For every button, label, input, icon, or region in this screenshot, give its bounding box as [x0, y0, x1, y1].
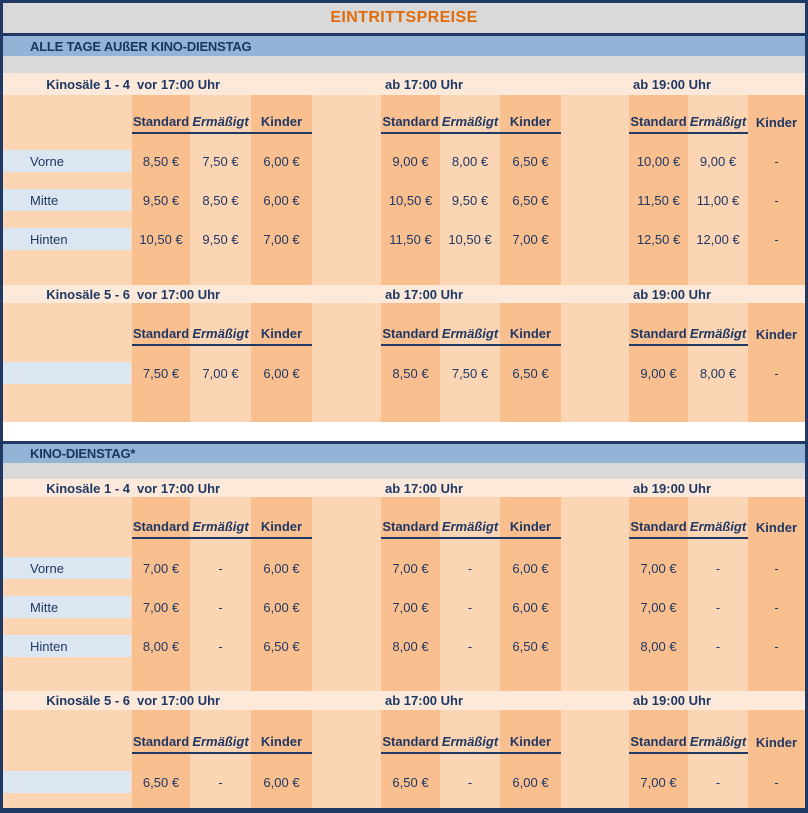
price-cell: - [218, 774, 223, 790]
time-header: ab 19:00 Uhr [633, 693, 712, 708]
column-header: Standard [381, 323, 440, 346]
price-cell: 10,50 € [139, 231, 183, 247]
column-header: Standard [629, 323, 688, 346]
price-cell: - [467, 599, 473, 615]
price-cell: 9,00 € [640, 365, 677, 381]
price-cell: - [774, 638, 779, 654]
spacer-row [3, 463, 805, 479]
column-header: Ermäßigt [440, 516, 500, 539]
price-cell: 7,00 € [142, 560, 180, 576]
price-cell: 7,00 € [392, 599, 429, 615]
row-label: Vorne [3, 557, 131, 579]
price-cell: - [467, 560, 473, 576]
column-header: Ermäßigt [440, 323, 500, 346]
column-header: Standard [629, 731, 688, 754]
price-cell: - [774, 231, 779, 247]
column-header: Kinder [755, 735, 798, 750]
price-cell: 8,00 € [640, 638, 677, 654]
price-cell: 7,00 € [512, 231, 549, 247]
time-header: vor 17:00 Uhr [137, 480, 221, 496]
column-header: Ermäßigt [688, 111, 748, 134]
row-label [3, 771, 131, 793]
price-cell: 9,50 € [202, 231, 239, 247]
spacer-row [3, 56, 805, 73]
column-header: Ermäßigt [440, 731, 500, 754]
time-header: ab 17:00 Uhr [385, 693, 464, 708]
column-header: Kinder [251, 731, 312, 754]
price-cell: - [218, 599, 223, 615]
section-header: KINO-DIENSTAG* [3, 444, 805, 463]
price-cell: 6,00 € [263, 192, 300, 208]
price-cell: 6,50 € [263, 638, 300, 654]
price-cell: 6,00 € [512, 774, 549, 790]
price-cell: 6,50 € [512, 153, 549, 169]
price-cell: 10,50 € [448, 231, 492, 247]
section-gap [3, 422, 805, 441]
time-header: ab 19:00 Uhr [633, 286, 712, 302]
hall-label: Kinosäle 5 - 6 [46, 693, 130, 708]
price-cell: - [715, 560, 721, 576]
time-header: ab 19:00 Uhr [633, 76, 712, 92]
time-header: vor 17:00 Uhr [137, 693, 221, 708]
price-cell: 11,50 € [637, 192, 680, 208]
column-header: Kinder [251, 111, 312, 134]
column-header: Ermäßigt [688, 323, 748, 346]
price-cell: 8,00 € [392, 638, 429, 654]
section-header: ALLE TAGE AUßER KINO-DIENSTAG [3, 36, 805, 56]
column-header: Kinder [251, 323, 312, 346]
price-cell: 7,00 € [640, 560, 677, 576]
column-header: Kinder [755, 115, 798, 130]
column-header: Kinder [500, 323, 561, 346]
price-cell: - [715, 638, 721, 654]
price-cell: 6,00 € [512, 560, 549, 576]
price-cell: - [715, 774, 721, 790]
price-grid-background [3, 710, 805, 808]
price-cell: 6,00 € [512, 599, 549, 615]
hall-label: Kinosäle 5 - 6 [46, 286, 130, 302]
column-header: Standard [381, 731, 440, 754]
price-cell: 10,00 € [636, 153, 681, 169]
column-header: Kinder [251, 516, 312, 539]
row-label: Mitte [3, 189, 131, 211]
price-cell: 7,00 € [392, 560, 429, 576]
time-header: ab 19:00 Uhr [633, 480, 712, 496]
price-cell: 6,00 € [263, 774, 300, 790]
price-cell: 8,50 € [392, 365, 429, 381]
price-cell: 7,50 € [142, 365, 180, 381]
price-cell: 7,00 € [640, 599, 677, 615]
column-header: Ermäßigt [688, 516, 748, 539]
price-cell: - [715, 599, 721, 615]
price-cell: 6,50 € [512, 365, 549, 381]
price-cell: 8,50 € [142, 153, 180, 169]
time-header: ab 17:00 Uhr [385, 480, 464, 496]
hall-label: Kinosäle 1 - 4 [46, 480, 130, 496]
column-header: Standard [132, 323, 190, 346]
column-header: Kinder [500, 731, 561, 754]
price-cell: 6,00 € [263, 599, 300, 615]
column-header: Standard [132, 111, 190, 134]
column-header: Standard [629, 516, 688, 539]
price-cell: 11,50 € [389, 231, 432, 247]
price-cell: 6,50 € [512, 192, 549, 208]
time-header: ab 17:00 Uhr [385, 286, 464, 302]
column-header: Standard [132, 731, 190, 754]
price-cell: 9,50 € [451, 192, 489, 208]
column-header: Standard [132, 516, 190, 539]
row-label: Hinten [3, 228, 131, 250]
price-cell: 6,50 € [142, 774, 180, 790]
column-header: Ermäßigt [190, 111, 251, 134]
price-cell: 9,00 € [699, 153, 737, 169]
price-cell: 7,00 € [202, 365, 239, 381]
price-cell: 6,00 € [263, 365, 300, 381]
time-header: ab 17:00 Uhr [385, 76, 464, 92]
price-cell: - [774, 560, 779, 576]
price-cell: 10,50 € [388, 192, 433, 208]
price-cell: 7,50 € [451, 365, 489, 381]
price-cell: 9,00 € [392, 153, 429, 169]
price-cell: 7,50 € [202, 153, 239, 169]
page-title: EINTRITTSPREISE [3, 3, 805, 33]
price-cell: 7,00 € [640, 774, 677, 790]
price-cell: 6,50 € [392, 774, 429, 790]
column-header: Ermäßigt [440, 111, 500, 134]
price-cell: - [218, 560, 223, 576]
column-header: Kinder [755, 520, 798, 535]
price-cell: - [467, 774, 473, 790]
time-header: vor 17:00 Uhr [137, 76, 221, 92]
price-cell: - [467, 638, 473, 654]
column-header: Ermäßigt [190, 516, 251, 539]
row-label: Hinten [3, 635, 131, 657]
column-header: Ermäßigt [190, 323, 251, 346]
row-label: Vorne [3, 150, 131, 172]
price-cell: - [218, 638, 223, 654]
column-header: Kinder [755, 327, 798, 342]
price-cell: 8,00 € [142, 638, 180, 654]
price-cell: - [774, 153, 779, 169]
time-header: vor 17:00 Uhr [137, 286, 221, 302]
price-cell: 6,00 € [263, 560, 300, 576]
price-cell: 6,00 € [263, 153, 300, 169]
price-cell: 8,00 € [451, 153, 489, 169]
price-cell: 12,00 € [696, 231, 740, 247]
price-cell: 8,00 € [699, 365, 737, 381]
price-cell: 7,00 € [142, 599, 180, 615]
column-header: Standard [381, 516, 440, 539]
column-header: Ermäßigt [190, 731, 251, 754]
column-header: Kinder [500, 111, 561, 134]
price-cell: - [774, 365, 779, 381]
price-cell: 12,50 € [636, 231, 681, 247]
row-label: Mitte [3, 596, 131, 618]
price-cell: 11,00 € [696, 192, 740, 208]
price-cell: 8,50 € [202, 192, 239, 208]
price-cell: - [774, 192, 779, 208]
column-header: Standard [629, 111, 688, 134]
price-cell: 6,50 € [512, 638, 549, 654]
column-header: Ermäßigt [688, 731, 748, 754]
row-label [3, 362, 131, 384]
column-header: Kinder [500, 516, 561, 539]
price-cell: - [774, 599, 779, 615]
price-cell: 9,50 € [142, 192, 180, 208]
hall-label: Kinosäle 1 - 4 [46, 76, 130, 92]
column-header: Standard [381, 111, 440, 134]
price-cell: - [774, 774, 779, 790]
price-cell: 7,00 € [263, 231, 300, 247]
